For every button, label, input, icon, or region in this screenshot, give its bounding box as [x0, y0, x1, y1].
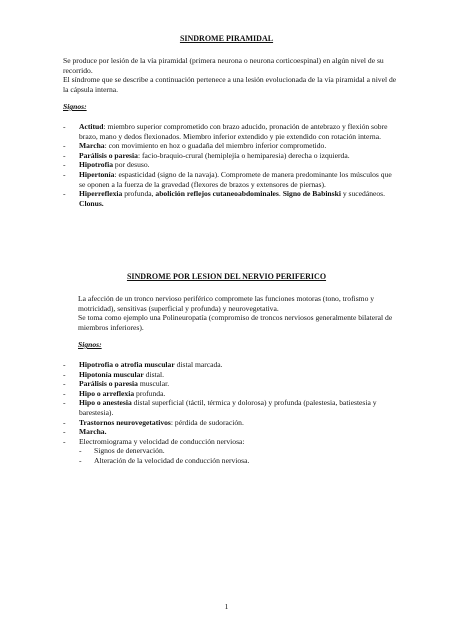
term: Hiperreflexia	[79, 189, 123, 199]
list-dash: -	[63, 169, 66, 179]
section2-title: SINDROME POR LESION DEL NERVIO PERIFERICO	[126, 272, 327, 281]
list-item	[63, 189, 399, 208]
list-dash: -	[63, 379, 66, 389]
list-dash: -	[63, 189, 66, 199]
term: Hipotrofia	[79, 160, 114, 170]
description: profunda,	[122, 189, 156, 199]
term: Marcha	[79, 141, 105, 151]
sub-list	[79, 446, 399, 465]
term: Hipotonía muscular	[79, 369, 144, 379]
sub-list-item	[79, 446, 399, 456]
term: Parálisis o paresia	[79, 150, 138, 160]
term: Hipo o anestesia	[79, 398, 132, 408]
term: abolición reflejos cutaneoabdominales	[155, 189, 279, 199]
list-item	[63, 141, 399, 151]
list-item	[63, 417, 399, 428]
term: Hipo o arreflexia	[79, 388, 135, 398]
term: Trastornos neurovegetativos	[79, 417, 171, 427]
description: distal superficial (táctil, térmica y dolorosa) y profunda (palestesia, batiestesia y barestesia).	[79, 398, 377, 417]
section2-intro-2: Se toma como ejemplo una Polineuropatía (compromiso de troncos nerviosos generalmente bilateral de miembros inferiores).	[78, 313, 393, 332]
term: Hipertonía	[79, 169, 115, 179]
list-item	[63, 379, 399, 389]
list-dash: -	[63, 436, 66, 446]
list-dash: -	[63, 141, 66, 151]
section1-intro-1: Se produce por lesión de la vía piramidal (primera neurona o neurona corticoespinal) en algún nivel de su recorrido.	[63, 56, 384, 75]
list-dash: -	[63, 150, 66, 160]
list-dash: -	[79, 446, 82, 456]
section1-sign-list	[63, 122, 399, 208]
description: .	[278, 189, 283, 199]
list-item	[63, 122, 399, 141]
list-item	[63, 150, 399, 161]
list-item	[63, 427, 399, 437]
description: Alteración de la velocidad de conducción nerviosa.	[94, 455, 250, 465]
section2-signs-heading: Signos:	[78, 340, 102, 349]
term: Marcha.	[79, 427, 107, 437]
page-number: 1	[224, 602, 229, 611]
section1-intro-2: El síndrome que se describe a continuación pertenece a una lesión evolucionada de la vía piramidal a nivel de la cápsula interna.	[63, 75, 397, 94]
list-dash: -	[63, 360, 66, 369]
description: por desuso.	[113, 160, 150, 170]
description: profunda.	[134, 388, 166, 398]
description: muscular.	[137, 379, 170, 389]
sub-list-item	[79, 456, 399, 466]
list-item	[63, 369, 399, 380]
section1-title: SINDROME PIRAMIDAL	[179, 34, 274, 43]
description: distal.	[143, 369, 165, 379]
description: : pérdida de sudoración.	[170, 417, 244, 427]
list-dash: -	[79, 455, 82, 465]
description: y sucedáneos.	[340, 189, 386, 199]
term: Actitud	[79, 122, 104, 131]
list-dash: -	[63, 427, 66, 437]
section2-sign-list	[63, 360, 399, 466]
description: : espasticidad (signo de la navaja). Compromete de manera predominante los músculos que se oponen a la fuerza de la gravedad (flexores de brazos y extensores de piernas).	[79, 169, 392, 189]
term: Hipotrofia o atrofia muscular	[79, 360, 175, 369]
list-dash: -	[63, 122, 66, 131]
list-dash: -	[63, 398, 66, 408]
term: Parálisis o paresia	[79, 379, 138, 389]
list-item	[63, 388, 399, 399]
section2-intro-1: La afección de un tronco nervioso periférico compromete las funciones motoras (tono, trofismo y motricidad), sensitivas (superficial y profunda) y neurovegetativa.	[78, 294, 375, 313]
list-item	[63, 360, 399, 370]
term: Signo de Babinski	[282, 189, 341, 199]
list-item	[63, 160, 399, 170]
description: distal marcada.	[174, 360, 223, 369]
list-item	[63, 398, 399, 417]
description: : con movimiento en hoz o guadaña del miembro inferior comprometido.	[104, 141, 327, 151]
term: Clonus.	[79, 198, 104, 208]
list-dash: -	[63, 388, 66, 398]
description: : facio-braquio-crural (hemiplejía o hemiparesia) derecha o izquierda.	[137, 150, 350, 160]
list-item	[63, 169, 399, 189]
list-dash: -	[63, 160, 66, 170]
list-item	[63, 436, 399, 466]
description: Electromiograma y velocidad de conducción nerviosa:	[79, 436, 245, 446]
description: : miembro superior comprometido con brazo aducido, pronación de antebrazo y flexión sobre brazo, mano y dedos flexionados. Miembro inferior extendido y pie extendido con rotación interna.	[79, 122, 388, 141]
list-dash: -	[63, 417, 66, 427]
list-dash: -	[63, 369, 66, 379]
description: Signos de denervación.	[94, 446, 165, 456]
section1-signs-heading: Signos:	[63, 102, 87, 111]
